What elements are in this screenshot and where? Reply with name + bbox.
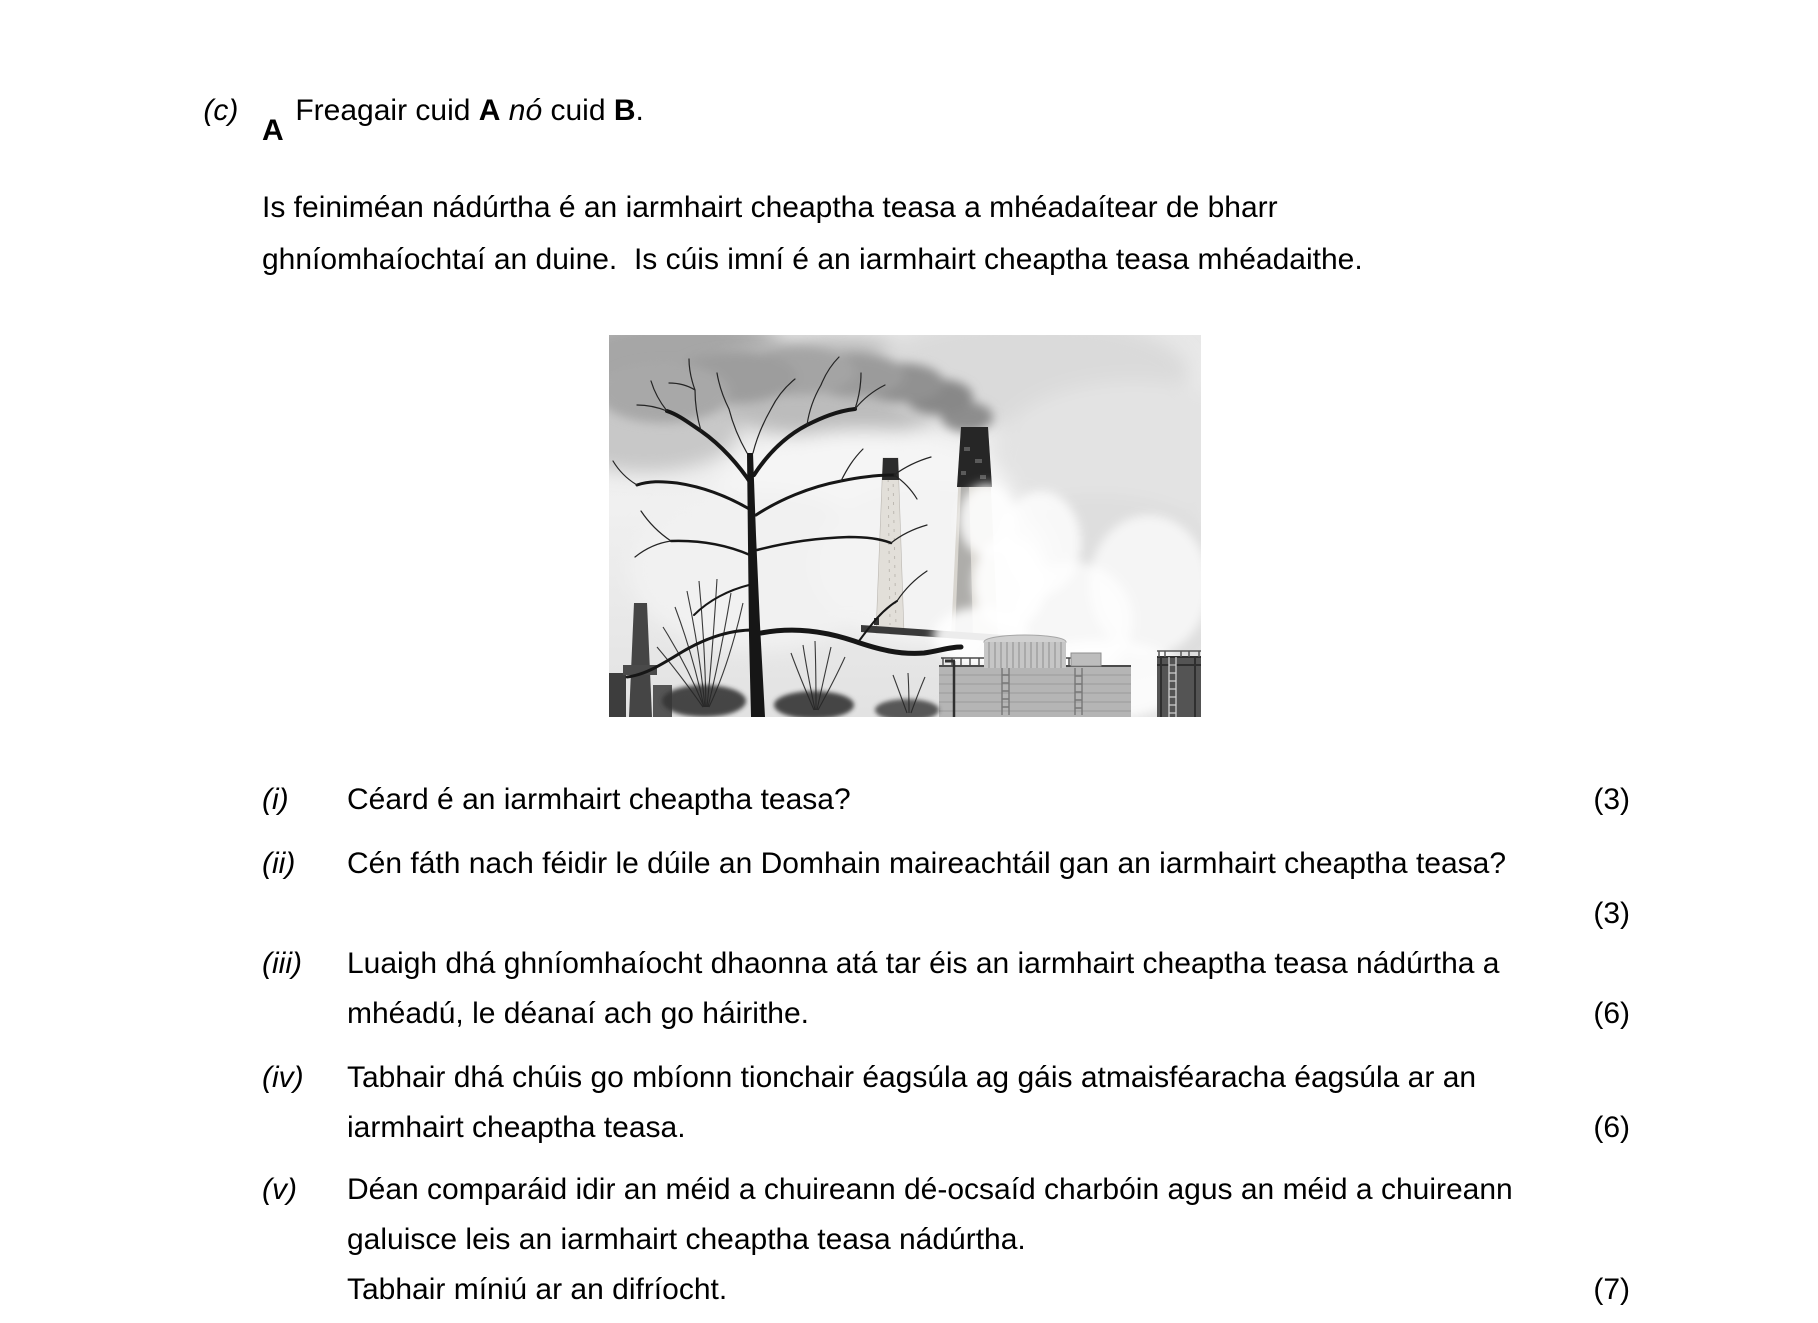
right-frame-tower [1157, 651, 1201, 717]
question-v-marks: (7) [1593, 1273, 1630, 1306]
question-iv [262, 1053, 1630, 1153]
section-a-label: A [262, 114, 284, 147]
intro-line-1: Is feiniméan nádúrtha é an iarmhairt cheaptha teasa a mhéadaítear de bharr [262, 191, 1278, 224]
question-v-text-line-2: galuisce leis an iarmhairt cheaptha teasa nádúrtha. [347, 1223, 1026, 1256]
question-iii-number: (iii) [262, 947, 302, 980]
question-iii [262, 939, 1630, 1039]
question-list [262, 775, 1630, 1315]
question-i [262, 775, 1630, 825]
question-v [262, 1165, 1630, 1315]
power-station-photo [609, 335, 1201, 717]
power-station-photo-svg [609, 335, 1201, 717]
intro-paragraph [262, 182, 1363, 286]
question-iv-text-line-1: Tabhair dhá chúis go mbíonn tionchair éagsúla ag gáis atmaisféaracha éagsúla ar an [347, 1061, 1477, 1094]
question-ii-number: (ii) [262, 847, 296, 880]
intro-line-2: ghníomhaíochtaí an duine. Is cúis imní é an iarmhairt cheaptha teasa mhéadaithe. [262, 243, 1363, 276]
instruction-text: Freagair cuid A nó cuid B. [295, 94, 644, 127]
question-i-number: (i) [262, 783, 289, 816]
question-ii [262, 839, 1630, 939]
question-ii-marks-line [347, 889, 1630, 939]
question-iv-number: (iv) [262, 1061, 304, 1094]
question-iv-marks: (6) [1593, 1111, 1630, 1144]
question-part-header [170, 36, 644, 186]
question-ii-marks: (3) [1593, 897, 1630, 930]
question-i-marks: (3) [1593, 783, 1630, 816]
question-v-text-line-1: Déan comparáid idir an méid a chuireann dé-ocsaíd charbóin agus an méid a chuireann [347, 1173, 1513, 1206]
part-label: (c) [203, 94, 239, 127]
question-iii-marks: (6) [1593, 997, 1630, 1030]
question-ii-text: Cén fáth nach féidir le dúile an Domhain maireachtáil gan an iarmhairt cheaptha teasa? [347, 847, 1507, 880]
question-iv-text-line-2: iarmhairt cheaptha teasa. [347, 1111, 686, 1144]
question-i-text: Céard é an iarmhairt cheaptha teasa? [347, 783, 851, 816]
question-iii-text-line-1: Luaigh dhá ghníomhaíocht dhaonna atá tar éis an iarmhairt cheaptha teasa nádúrtha a [347, 947, 1500, 980]
question-iii-text-line-2: mhéadú, le déanaí ach go háirithe. [347, 997, 809, 1030]
question-v-text-line-3: Tabhair míniú ar an difríocht. [347, 1273, 728, 1306]
question-v-number: (v) [262, 1173, 297, 1206]
